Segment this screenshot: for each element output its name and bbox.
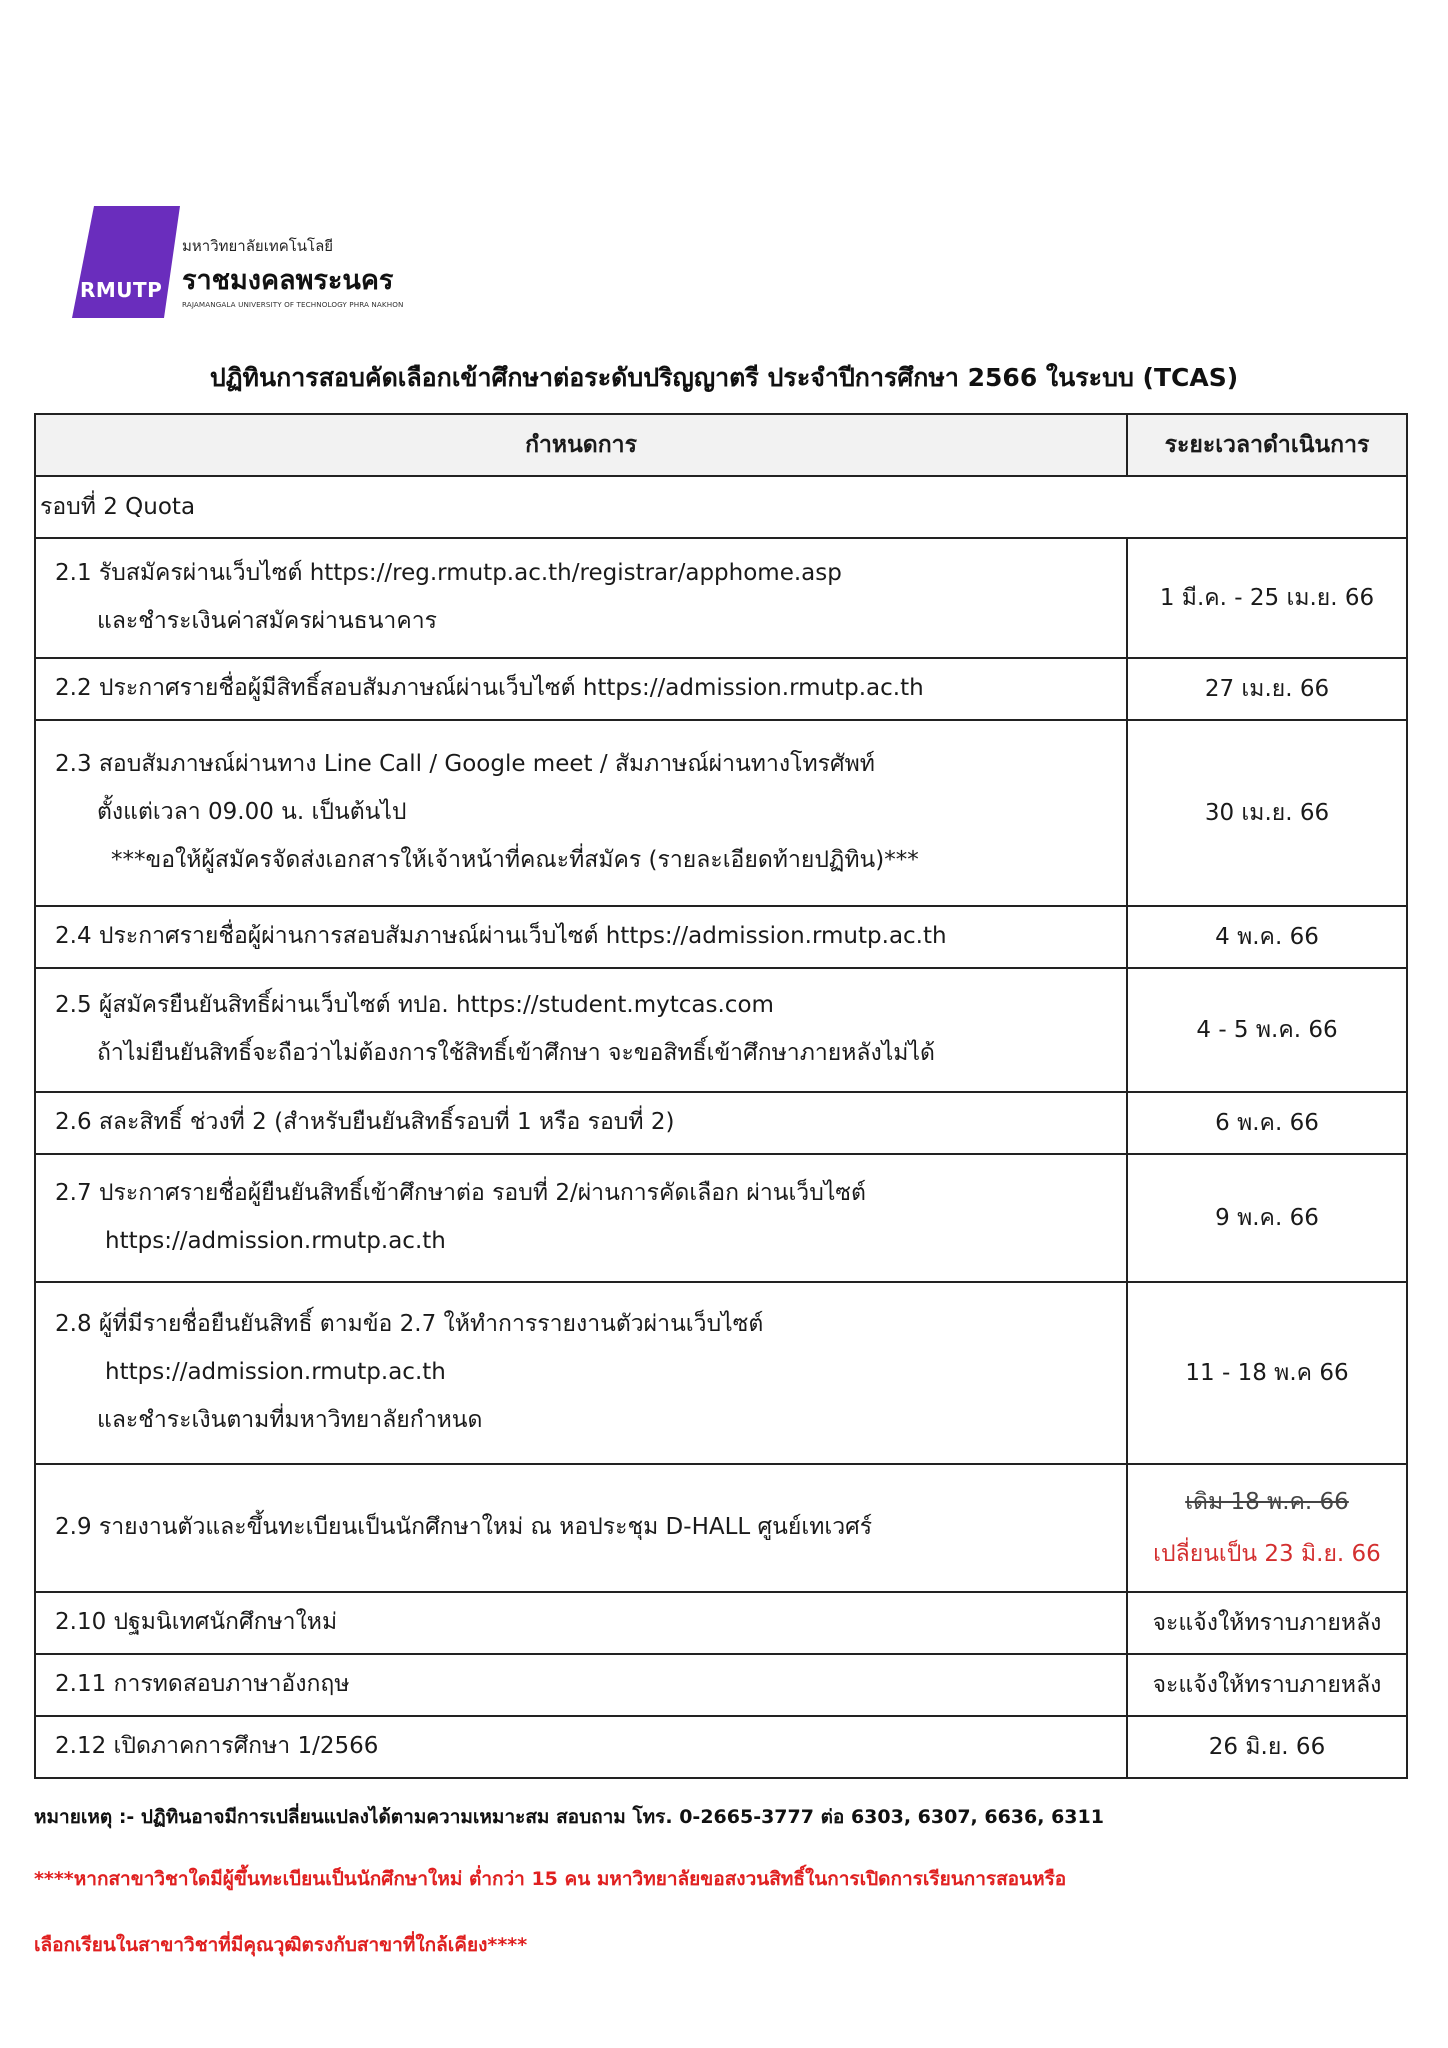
task-line: และชำระเงินค่าสมัครผ่านธนาคาร bbox=[97, 608, 438, 634]
task-cell bbox=[35, 1154, 1127, 1282]
task-line: 2.9 รายงานตัวและขึ้นทะเบียนเป็นนักศึกษาใหม่ ณ หอประชุม D-HALL ศูนย์เทเวศร์ bbox=[55, 1514, 873, 1541]
period-cell: จะแจ้งให้ทราบภายหลัง bbox=[1127, 1654, 1407, 1716]
task-note: ***ขอให้ผู้สมัครจัดส่งเอกสารให้เจ้าหน้าที่คณะที่สมัคร (รายละเอียดท้ายปฏิทิน)*** bbox=[111, 846, 919, 873]
table-row bbox=[35, 1282, 1407, 1464]
task-cell bbox=[35, 1464, 1127, 1592]
table-row bbox=[35, 1716, 1407, 1778]
table-row bbox=[35, 968, 1407, 1092]
period-cell: 30 เม.ย. 66 bbox=[1127, 720, 1407, 906]
task-cell bbox=[35, 1282, 1127, 1464]
original-date: เดิม 18 พ.ค. 66 bbox=[1185, 1489, 1349, 1515]
period-cell: 11 - 18 พ.ค 66 bbox=[1127, 1282, 1407, 1464]
task-line: 2.5 ผู้สมัครยืนยันสิทธิ์ผ่านเว็บไซต์ ทปอ. https://student.mytcas.com bbox=[55, 992, 774, 1019]
task-cell bbox=[35, 1092, 1127, 1154]
rmutp-logo-mark bbox=[72, 206, 182, 318]
table-row bbox=[35, 1092, 1407, 1154]
task-cell bbox=[35, 906, 1127, 968]
round-row bbox=[35, 476, 1407, 538]
page-title: ปฏิทินการสอบคัดเลือกเข้าศึกษาต่อระดับปริญญาตรี ประจำปีการศึกษา 2566 ในระบบ (TCAS) bbox=[209, 363, 1239, 392]
table-row bbox=[35, 906, 1407, 968]
table-row bbox=[35, 720, 1407, 906]
table-row bbox=[35, 538, 1407, 658]
warning-line-2: เลือกเรียนในสาขาวิชาที่มีคุณวุฒิตรงกับสาขาที่ใกล้เคียง**** bbox=[34, 1934, 528, 1956]
task-line: https://admission.rmutp.ac.th bbox=[105, 1228, 446, 1254]
logo-thai-large: ราชมงคลพระนคร bbox=[182, 265, 394, 296]
table-row bbox=[35, 658, 1407, 720]
task-line: https://admission.rmutp.ac.th bbox=[105, 1359, 446, 1386]
task-line: 2.6 สละสิทธิ์ ช่วงที่ 2 (สำหรับยืนยันสิทธิ์รอบที่ 1 หรือ รอบที่ 2) bbox=[55, 1109, 675, 1136]
task-line: 2.8 ผู้ที่มีรายชื่อยืนยันสิทธิ์ ตามข้อ 2.7 ให้ทำการรายงานตัวผ่านเว็บไซต์ bbox=[55, 1311, 764, 1338]
logo-mark-text: RMUTP bbox=[80, 278, 163, 302]
warning-line-1: ****หากสาขาวิชาใดมีผู้ขึ้นทะเบียนเป็นนักศึกษาใหม่ ต่ำกว่า 15 คน มหาวิทยาลัยขอสงวนสิทธิ์ในการเปิดการเรียนการสอนหรือ bbox=[34, 1868, 1067, 1890]
task-cell bbox=[35, 720, 1127, 906]
task-line: และชำระเงินตามที่มหาวิทยาลัยกำหนด bbox=[97, 1406, 483, 1433]
table-row bbox=[35, 1464, 1407, 1592]
schedule-table bbox=[34, 413, 1408, 1779]
university-logo bbox=[72, 206, 452, 318]
period-cell: จะแจ้งให้ทราบภายหลัง bbox=[1127, 1592, 1407, 1654]
table-row bbox=[35, 1592, 1407, 1654]
logo-thai-small: มหาวิทยาลัยเทคโนโลยี bbox=[182, 237, 334, 255]
task-line: 2.10 ปฐมนิเทศนักศึกษาใหม่ bbox=[55, 1609, 338, 1636]
table-row bbox=[35, 1154, 1407, 1282]
task-cell bbox=[35, 1654, 1127, 1716]
table-row bbox=[35, 1654, 1407, 1716]
task-line: ตั้งแต่เวลา 09.00 น. เป็นต้นไป bbox=[97, 799, 407, 826]
period-cell: 4 - 5 พ.ค. 66 bbox=[1127, 968, 1407, 1092]
task-line: 2.4 ประกาศรายชื่อผู้ผ่านการสอบสัมภาษณ์ผ่านเว็บไซต์ https://admission.rmutp.ac.th bbox=[55, 923, 947, 950]
header-period: ระยะเวลาดำเนินการ bbox=[1127, 414, 1407, 476]
period-cell: 27 เม.ย. 66 bbox=[1127, 658, 1407, 720]
task-cell bbox=[35, 658, 1127, 720]
task-cell bbox=[35, 538, 1127, 658]
logo-english: RAJAMANGALA UNIVERSITY OF TECHNOLOGY PHRA NAKHON bbox=[182, 300, 404, 309]
period-cell: 9 พ.ค. 66 bbox=[1127, 1154, 1407, 1282]
period-cell: 26 มิ.ย. 66 bbox=[1127, 1716, 1407, 1778]
task-line: 2.1 รับสมัครผ่านเว็บไซต์ https://reg.rmutp.ac.th/registrar/apphome.asp bbox=[55, 560, 842, 587]
task-line: 2.7 ประกาศรายชื่อผู้ยืนยันสิทธิ์เข้าศึกษาต่อ รอบที่ 2/ผ่านการคัดเลือก ผ่านเว็บไซต์ bbox=[55, 1180, 866, 1207]
period-cell bbox=[1127, 1464, 1407, 1592]
task-line: 2.2 ประกาศรายชื่อผู้มีสิทธิ์สอบสัมภาษณ์ผ่านเว็บไซต์ https://admission.rmutp.ac.th bbox=[55, 675, 924, 702]
round-label: รอบที่ 2 Quota bbox=[35, 476, 1407, 538]
task-line: 2.11 การทดสอบภาษาอังกฤษ bbox=[55, 1671, 350, 1698]
remark-note: หมายเหตุ :- ปฏิทินอาจมีการเปลี่ยนแปลงได้ตามความเหมาะสม สอบถาม โทร. 0-2665-3777 ต่อ 6303, 6307, 6636, 6311 bbox=[34, 1806, 1104, 1828]
task-line: 2.3 สอบสัมภาษณ์ผ่านทาง Line Call / Google meet / สัมภาษณ์ผ่านทางโทรศัพท์ bbox=[55, 751, 875, 778]
table-header-row bbox=[35, 414, 1407, 476]
task-cell bbox=[35, 968, 1127, 1092]
task-cell bbox=[35, 1716, 1127, 1778]
task-line: ถ้าไม่ยืนยันสิทธิ์จะถือว่าไม่ต้องการใช้สิทธิ์เข้าศึกษา จะขอสิทธิ์เข้าศึกษาภายหลังไม่ได้ bbox=[97, 1040, 935, 1066]
changed-date: เปลี่ยนเป็น 23 มิ.ย. 66 bbox=[1153, 1541, 1381, 1567]
period-cell: 6 พ.ค. 66 bbox=[1127, 1092, 1407, 1154]
task-line: 2.12 เปิดภาคการศึกษา 1/2566 bbox=[55, 1733, 379, 1760]
header-task: กำหนดการ bbox=[35, 414, 1127, 476]
period-cell: 1 มี.ค. - 25 เม.ย. 66 bbox=[1127, 538, 1407, 658]
period-cell: 4 พ.ค. 66 bbox=[1127, 906, 1407, 968]
task-cell bbox=[35, 1592, 1127, 1654]
